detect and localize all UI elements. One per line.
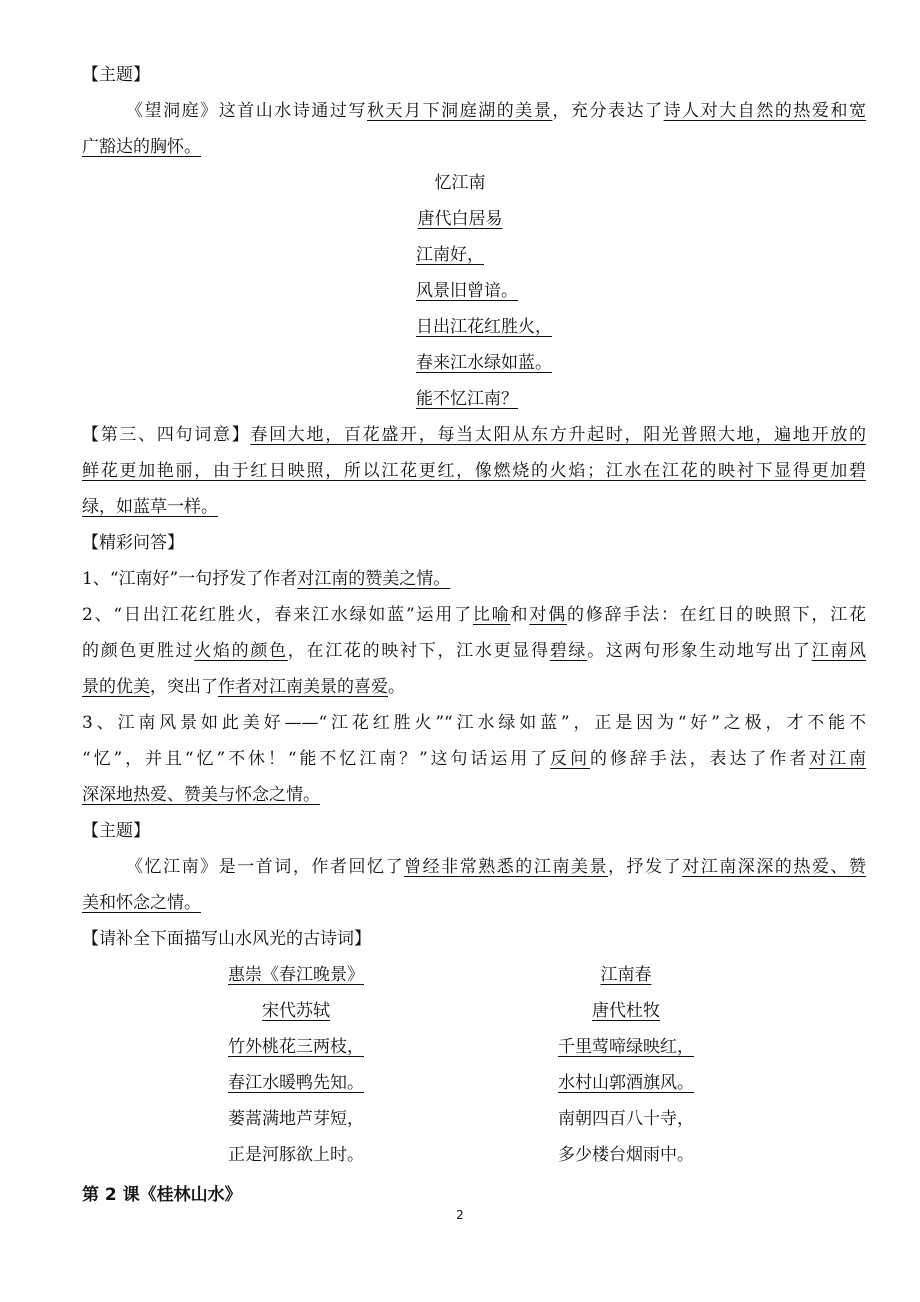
poem-line [416,352,716,374]
answer-underline: 碧绿 [549,641,588,661]
text: 和 [510,605,530,625]
theme-heading-2: 【主题】 [82,821,150,841]
poem-line [416,316,716,338]
poem-line [416,280,716,302]
answer-underline: 竹外桃花三两枝， [228,1037,364,1057]
answer-underline: 唐代杜牧 [592,1001,660,1021]
answer-underline: 广豁达的胸怀。 [82,137,201,157]
text: 2、“日出江花红胜火，春来江水绿如蓝”运用了 [82,605,473,625]
left-poem-line: 正是河豚欲上时。 [228,1145,364,1165]
right-poem-author [496,1000,756,1022]
answer-underline: 水村山郭酒旗风。 [558,1073,694,1093]
theme-paragraph-2-line-1 [126,856,866,878]
qa-item-3-line-1: 3、江南风景如此美好——“江花红胜火”“江水绿如蓝”，正是因为“好”之极，才不能不 [82,713,866,733]
qa-item-3-line-3 [82,784,866,806]
qa-item-2-line-3 [82,676,866,698]
poem-line [416,244,716,266]
answer-underline: 千里莺啼绿映红， [558,1037,694,1057]
answer-underline: 对江南 [809,749,867,769]
page-number: 2 [456,1208,464,1222]
text: “忆”，并且“忆”不休！“能不忆江南？”这句话运用了 [82,749,551,769]
qa-item-3-line-2 [82,748,866,770]
answer-underline: 江南好， [416,245,484,265]
theme-paragraph-2-line-2 [82,892,866,914]
poem-title: 忆江南 [434,173,486,193]
theme-paragraph-1-line-1 [126,100,866,122]
meaning-line-3 [82,496,866,518]
text: 的修辞手法，表达了作者 [590,749,810,769]
answer-underline: 宋代苏轼 [262,1001,330,1021]
left-poem-line [166,1036,426,1058]
text: 。 [388,677,405,697]
answer-underline: 火焰的颜色 [194,641,288,661]
answer-underline: 反问 [550,749,591,769]
answer-underline: 比喻 [472,605,511,625]
answer-underline: 日出江花红胜火， [416,317,552,337]
right-poem-title [496,964,756,986]
qa-heading: 【精彩问答】 [82,533,184,553]
right-poem-line: 多少楼台烟雨中。 [558,1145,694,1165]
qa-item-2-line-2 [82,640,866,662]
answer-underline: 江南春 [600,965,652,985]
answer-underline: 曾经非常熟悉的江南美景 [404,857,609,877]
text: 的颜色更胜过 [82,641,195,661]
answer-underline: 春江水暖鸭先知。 [228,1073,364,1093]
text: 。这两句形象生动地写出了 [587,641,812,661]
right-poem-line [496,1072,756,1094]
answer-underline: 春来江水绿如蓝。 [416,353,552,373]
qa-item-1 [82,568,866,590]
answer-underline: 作者对江南美景的喜爱 [218,677,388,697]
answer-underline: 春回大地，百花盛开，每当太阳从东方升起时，阳光普照大地，遍地开放的 [250,425,867,445]
lesson-heading: 第 2 课《桂林山水》 [82,1185,242,1205]
text: ，突出了 [150,677,218,697]
left-poem-line: 蒌蒿满地芦芽短， [228,1109,364,1129]
fill-heading: 【请补全下面描写山水风光的古诗词】 [82,929,371,949]
right-poem-line [496,1036,756,1058]
answer-underline: 诗人对大自然的热爱和宽 [663,101,867,121]
answer-underline: 对江南的赞美之情。 [297,569,451,589]
left-poem-line [166,1072,426,1094]
right-poem-line: 南朝四百八十寺， [558,1109,694,1129]
meaning-line-1 [82,424,866,446]
theme-heading-1: 【主题】 [82,65,150,85]
answer-underline: 绿，如蓝草一样。 [82,497,218,517]
answer-underline: 深深地热爱、赞美与怀念之情。 [82,785,320,805]
left-poem-title [166,964,426,986]
qa-item-2-line-1 [82,604,866,626]
text: ，抒发了 [608,857,683,877]
theme-paragraph-1-line-2 [82,136,866,158]
left-poem-author [166,1000,426,1022]
meaning-label: 【第三、四句词意】 [82,425,251,445]
text: 1、“江南好”一句抒发了作者 [82,569,298,589]
poem-line [416,388,716,410]
answer-underline: 对偶 [529,605,567,625]
text: ，充分表达了 [552,101,664,121]
answer-underline: 鲜花更加艳丽，由于红日映照，所以江花更红，像燃烧的火焰；江水在江花的映衬下显得更加碧 [82,461,866,481]
answer-underline: 惠崇《春江晚景》 [228,965,364,985]
answer-underline: 秋天月下洞庭湖的美景 [367,101,553,121]
answer-underline: 美和怀念之情。 [82,893,201,913]
answer-underline: 风景旧曾谙。 [416,281,518,301]
answer-underline: 唐代白居易 [417,209,503,229]
answer-underline: 景的优美 [82,677,150,697]
answer-underline: 对江南深深的热爱、赞 [682,857,867,877]
text: 《望洞庭》这首山水诗通过写 [126,101,367,121]
poem-author [0,208,920,230]
text: 的修辞手法：在红日的映照下，江花 [566,605,867,625]
text: ，在江花的映衬下，江水更显得 [287,641,550,661]
meaning-line-2 [82,460,866,482]
answer-underline: 江南风 [811,641,867,661]
answer-underline: 能不忆江南？ [416,389,518,409]
text: 《忆江南》是一首词，作者回忆了 [126,857,405,877]
